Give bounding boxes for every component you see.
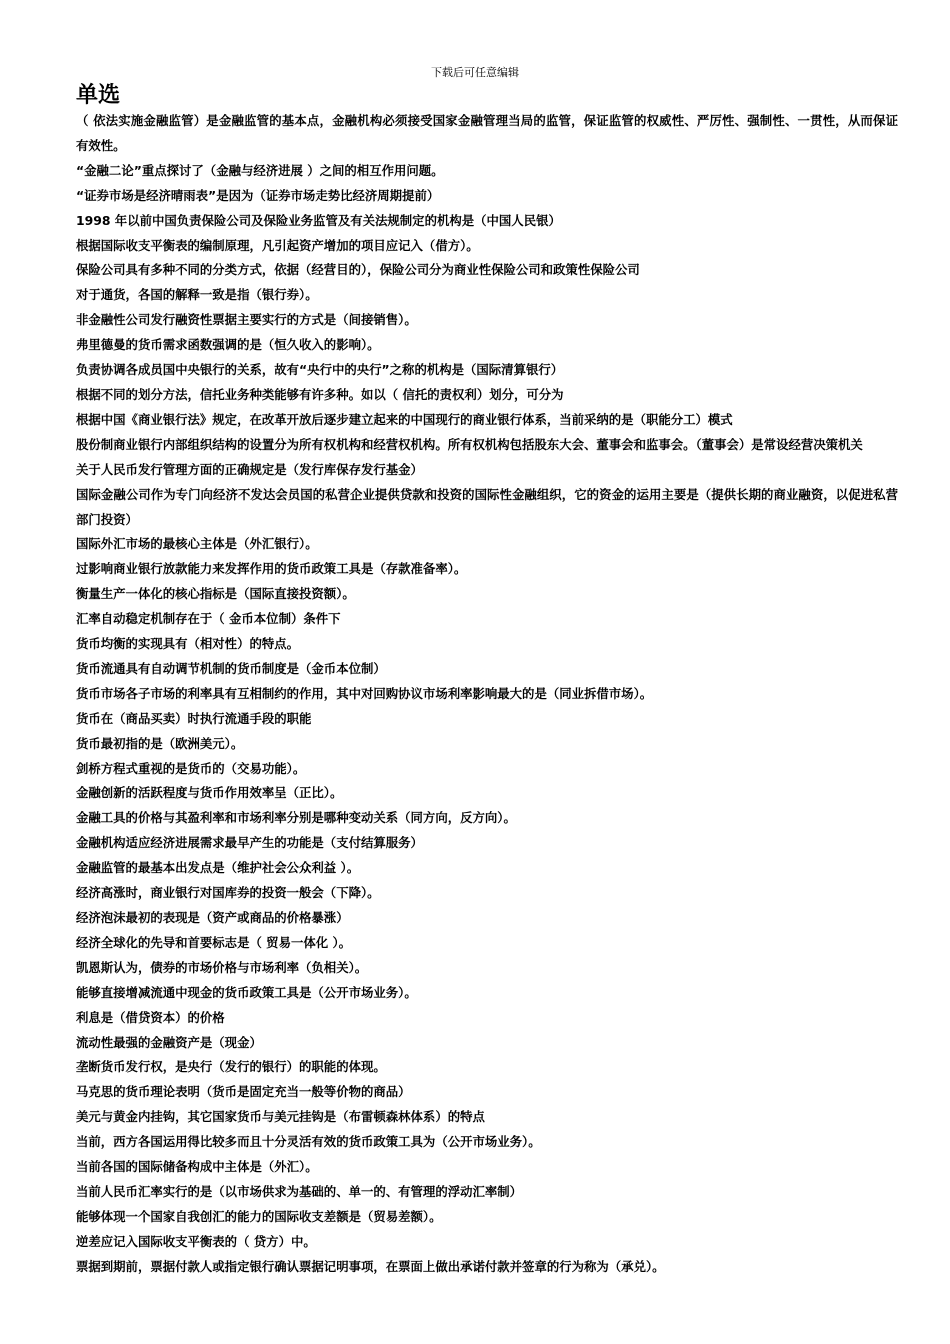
question-item: 经济全球化的先导和首要标志是（ 贸易一体化 ）。 bbox=[76, 934, 352, 950]
question-item: 当前各国的国际储备构成中主体是（外汇）。 bbox=[76, 1159, 318, 1175]
question-item: 对于通货，各国的解释一致是指（银行券）。 bbox=[76, 287, 318, 303]
question-item: 当前，西方各国运用得比较多而且十分灵活有效的货币政策工具为（公开市场业务）。 bbox=[76, 1134, 541, 1150]
header-note: 下载后可任意编辑 bbox=[431, 66, 519, 79]
question-item: 票据到期前，票据付款人或指定银行确认票据记明事项，在票面上做出承诺付款并签章的行为称为（承兑）。 bbox=[76, 1258, 665, 1274]
question-item: 衡量生产一体化的核心指标是（国际直接投资额）。 bbox=[76, 586, 355, 602]
question-item: 金融机构适应经济进展需求最早产生的功能是（支付结算服务） bbox=[76, 835, 423, 851]
question-item: 股份制商业银行内部组织结构的设置分为所有权机构和经营权机构。所有权机构包括股东大会、董事会和监事会。（董事会）是常设经营决策机关 bbox=[76, 436, 863, 452]
question-item: 垄断货币发行权，是央行（发行的银行）的职能的体现。 bbox=[76, 1059, 386, 1075]
question-item: 货币流通具有自动调节机制的货币制度是（金币本位制） bbox=[76, 660, 386, 676]
question-item: 非金融性公司发行融资性票据主要实行的方式是（间接销售）。 bbox=[76, 312, 417, 328]
question-item: 凯恩斯认为，债券的市场价格与市场利率（负相关）。 bbox=[76, 959, 368, 975]
question-item: “证券市场是经济晴雨表”是因为（证券市场走势比经济周期提前） bbox=[76, 187, 440, 203]
question-item: 金融工具的价格与其盈利率和市场利率分别是哪种变动关系（同方向，反方向）。 bbox=[76, 810, 516, 826]
question-item: （ 依法实施金融监管）是金融监管的基本点，金融机构必须接受国家金融管理当局的监管，保证监管的权威性、严厉性、强制性、一贯性，从而保证有效性。 bbox=[76, 113, 898, 153]
question-item: 根据中国《商业银行法》规定，在改革开放后逐步建立起来的中国现行的商业银行体系，当前采纳的是（职能分工）模式 bbox=[76, 411, 733, 427]
question-item: 美元与黄金内挂钩，其它国家货币与美元挂钩是（布雷顿森林体系）的特点 bbox=[76, 1109, 485, 1125]
question-item: 能够直接增减流通中现金的货币政策工具是（公开市场业务）。 bbox=[76, 984, 417, 1000]
question-item: 过影响商业银行放款能力来发挥作用的货币政策工具是（存款准备率）。 bbox=[76, 561, 467, 577]
question-item: 汇率自动稳定机制存在于（ 金币本位制）条件下 bbox=[76, 611, 341, 627]
section-title: 单选 bbox=[76, 83, 121, 108]
question-item: 国际金融公司作为专门向经济不发达会员国的私营企业提供贷款和投资的国际性金融组织，它的资金的运用主要是（提供长期的商业融资，以促进私营部门投资） bbox=[76, 486, 898, 527]
question-item: 1998 年以前中国负责保险公司及保险业务监管及有关法规制定的机构是（中国人民银） bbox=[76, 212, 561, 228]
question-item: 货币最初指的是（欧洲美元）。 bbox=[76, 735, 244, 751]
question-item: 关于人民币发行管理方面的正确规定是（发行库保存发行基金） bbox=[76, 461, 423, 477]
question-item: 剑桥方程式重视的是货币的（交易功能）。 bbox=[76, 760, 306, 776]
question-item: 根据国际收支平衡表的编制原理，凡引起资产增加的项目应记入（借方）。 bbox=[76, 237, 479, 253]
question-item: 货币均衡的实现具有（相对性）的特点。 bbox=[76, 636, 300, 652]
question-item: 利息是（借贷资本）的价格 bbox=[76, 1009, 225, 1025]
question-item: 金融创新的活跃程度与货币作用效率呈（正比）。 bbox=[76, 785, 343, 801]
question-item: 负责协调各成员国中央银行的关系，故有“央行中的央行”之称的机构是（国际清算银行） bbox=[76, 362, 564, 378]
question-list bbox=[76, 109, 898, 1280]
question-item: 流动性最强的金融资产是（现金） bbox=[76, 1034, 262, 1050]
question-item: 根据不同的划分方法，信托业务种类能够有许多种。如以（ 信托的责权利）划分，可分为 bbox=[76, 386, 564, 402]
question-item: 能够体现一个国家自我创汇的能力的国际收支差额是（贸易差额）。 bbox=[76, 1208, 442, 1224]
question-item: 逆差应记入国际收支平衡表的（ 贷方）中。 bbox=[76, 1233, 316, 1249]
question-item: 经济泡沫最初的表现是（资产或商品的价格暴涨） bbox=[76, 910, 349, 925]
question-item: 货币在（商品买卖）时执行流通手段的职能 bbox=[76, 710, 312, 726]
question-item: 保险公司具有多种不同的分类方式，依据（经营目的），保险公司分为商业性保险公司和政策性保险公司 bbox=[76, 262, 640, 278]
question-item: 马克思的货币理论表明（货币是固定充当一般等价物的商品） bbox=[76, 1084, 411, 1100]
question-item: 货币市场各子市场的利率具有互相制约的作用，其中对回购协议市场利率影响最大的是（同业拆借市场）。 bbox=[76, 685, 653, 701]
question-item: 弗里德曼的货币需求函数强调的是（恒久收入的影响）。 bbox=[76, 337, 380, 353]
question-item: 国际外汇市场的最核心主体是（外汇银行）。 bbox=[76, 536, 318, 552]
question-item: 当前人民币汇率实行的是（以市场供求为基础的、单一的、有管理的浮动汇率制） bbox=[76, 1183, 523, 1199]
question-item: 经济高涨时，商业银行对国库券的投资一般会（下降）。 bbox=[76, 885, 380, 901]
question-item: “金融二论”重点探讨了（金融与经济进展 ）之间的相互作用问题。 bbox=[76, 162, 444, 178]
question-item: 金融监管的最基本出发点是（维护社会公众利益 ）。 bbox=[76, 860, 360, 876]
